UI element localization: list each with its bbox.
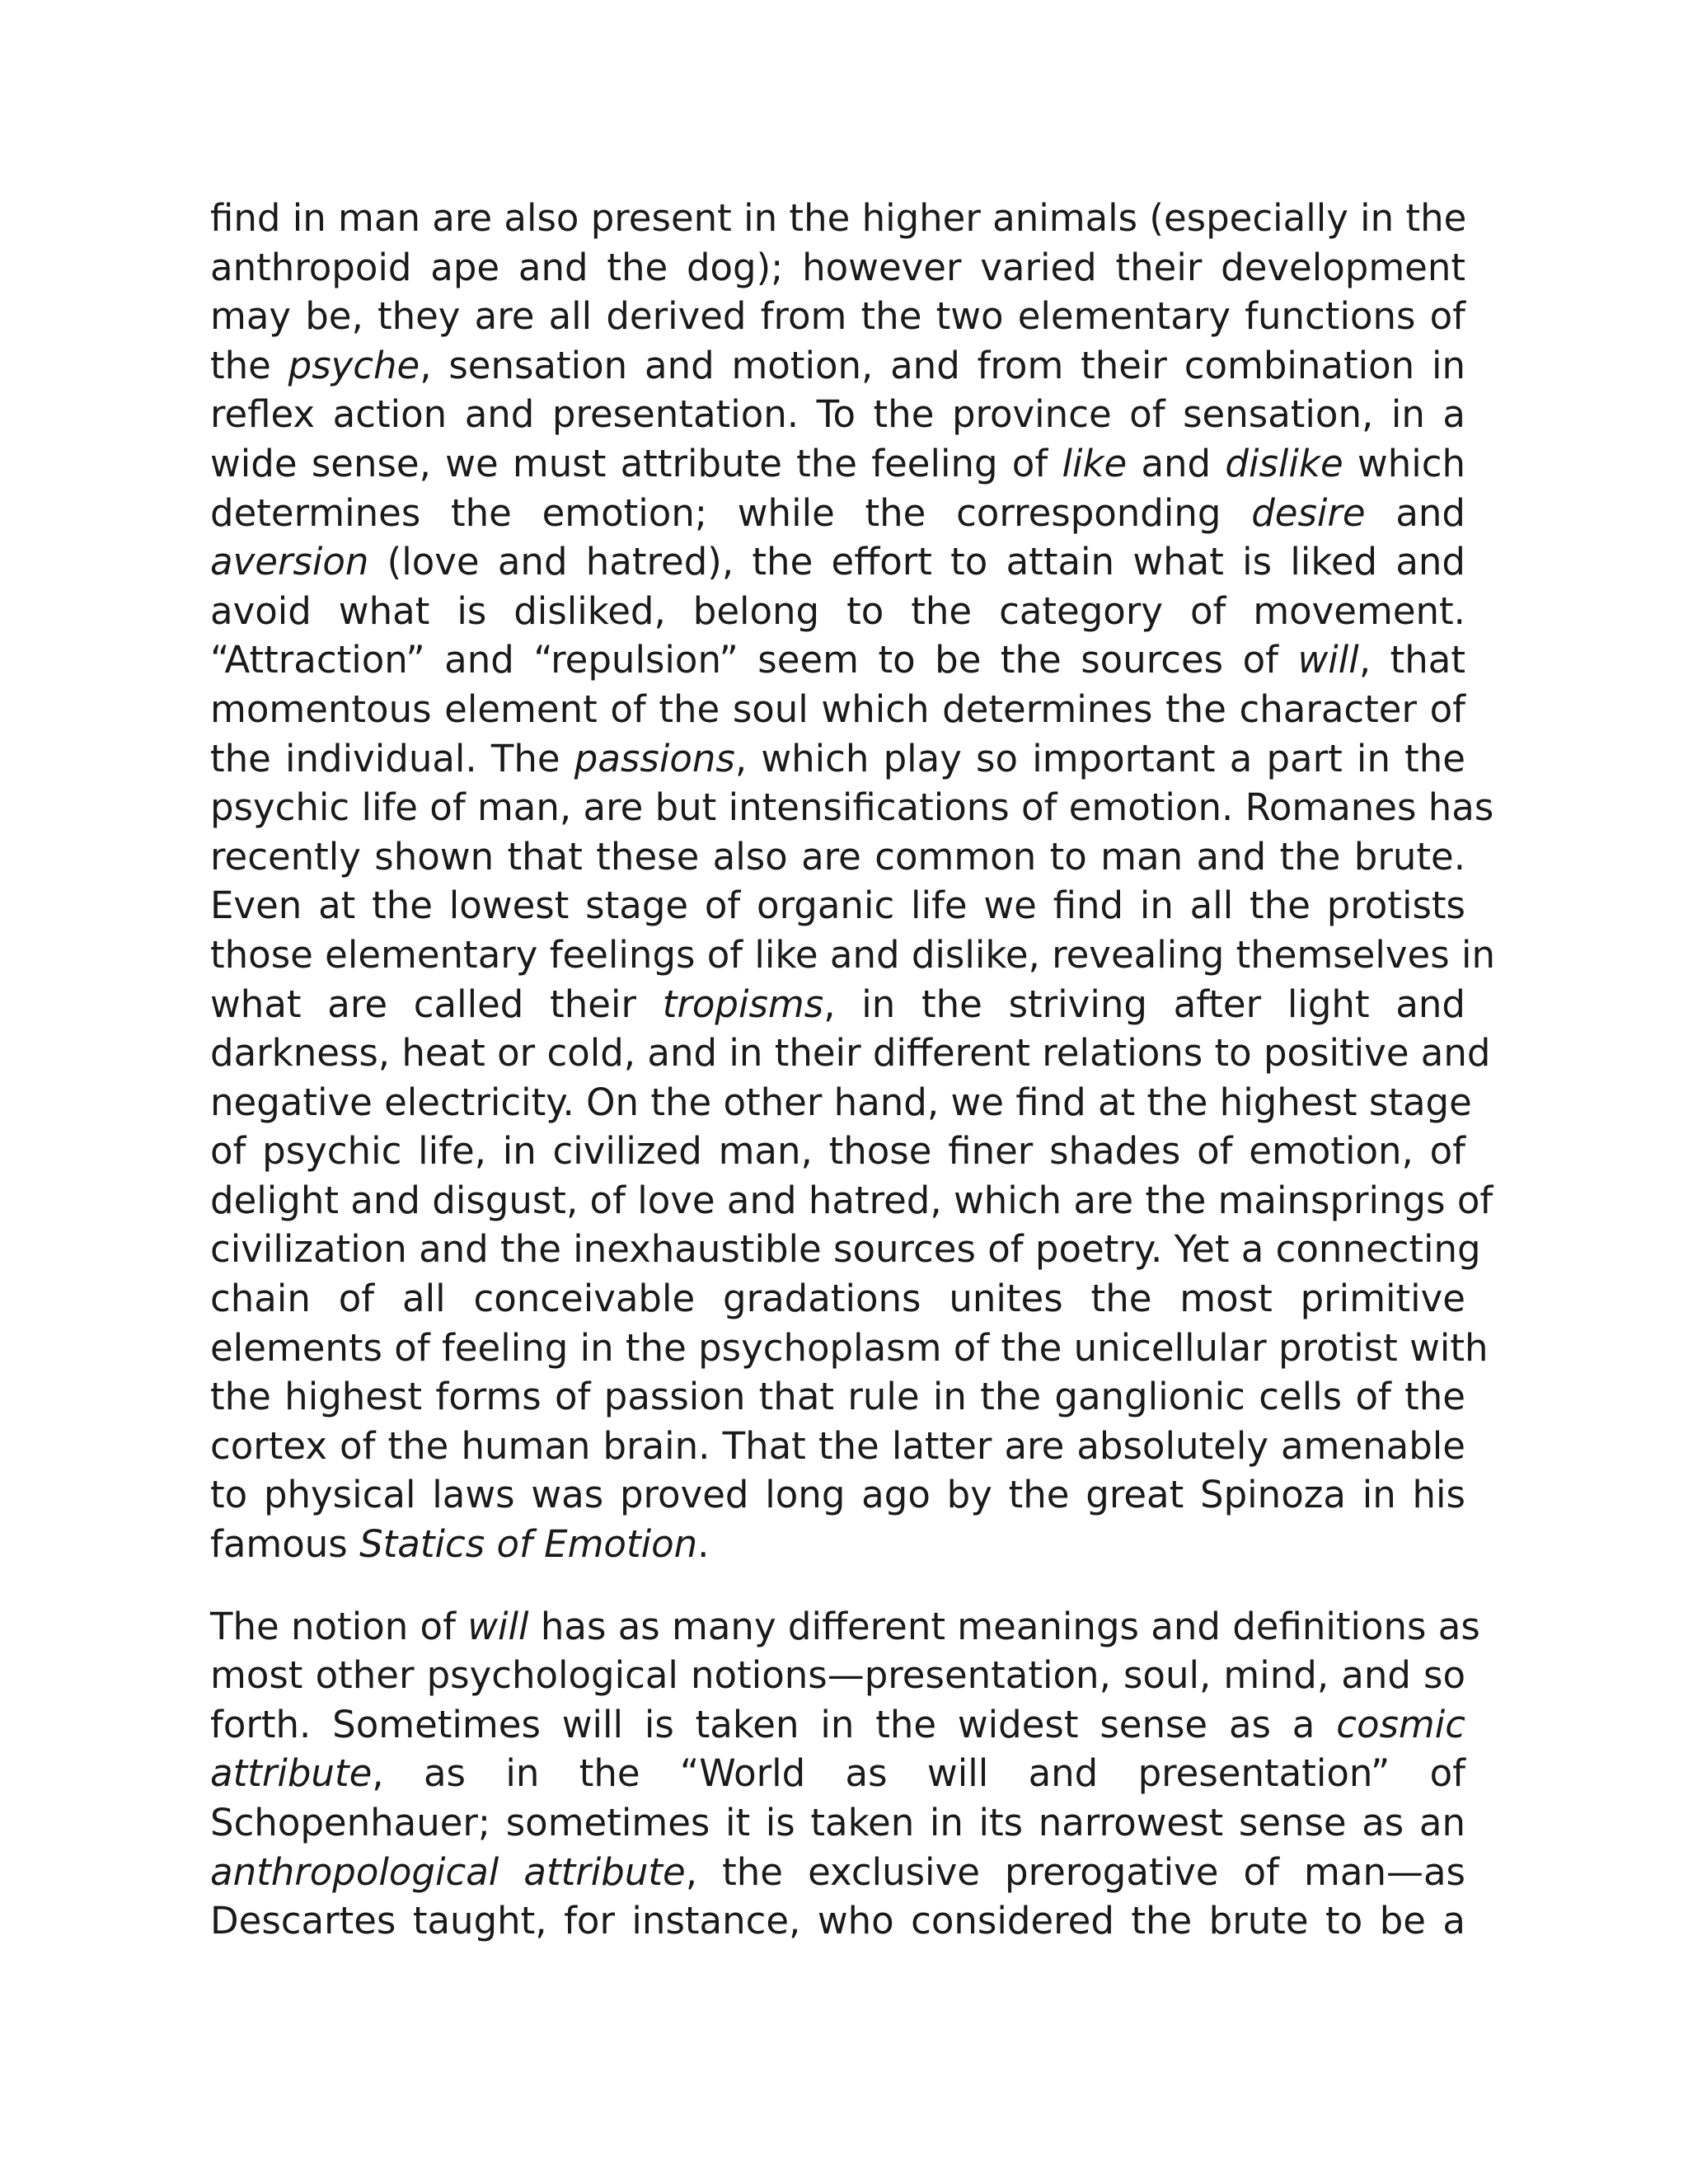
- italic-text: psyche: [288, 343, 420, 387]
- text-line: [210, 930, 1496, 980]
- text-run: civilization and the inexhaustible sources of poetry. Yet a connecting: [210, 1227, 1481, 1272]
- text-line: [210, 587, 1465, 636]
- italic-text: will: [1297, 638, 1359, 682]
- text-run: and: [1127, 441, 1226, 485]
- italic-text: will: [467, 1604, 529, 1648]
- text-line: [210, 1127, 1465, 1176]
- text-run: the individual. The: [210, 736, 574, 780]
- text-line: [210, 243, 1465, 293]
- text-line: [210, 1078, 1472, 1127]
- text-run: the highest forms of passion that rule in the ganglionic cells of the: [210, 1375, 1465, 1419]
- text-run: .: [697, 1522, 710, 1567]
- text-run: delight and disgust, of love and hatred, which are the mainsprings of: [210, 1178, 1493, 1222]
- text-run: avoid what is disliked, belong to the category of movement.: [210, 588, 1465, 633]
- text-line: [210, 1029, 1491, 1078]
- text-run: Even at the lowest stage of organic life we find in all the protists: [210, 883, 1465, 928]
- text-line: [210, 489, 1465, 538]
- text-line: [210, 783, 1494, 832]
- text-line: [210, 1176, 1493, 1226]
- italic-text: desire: [1251, 490, 1366, 535]
- text-run: may be, they are all derived from the two elementary functions of: [210, 294, 1465, 339]
- text-run: The notion of: [210, 1604, 468, 1648]
- text-run: forth. Sometimes will is taken in the widest sense as a: [210, 1702, 1337, 1746]
- text-line: [210, 194, 1465, 243]
- text-line: [210, 1274, 1465, 1324]
- text-line: [210, 1700, 1465, 1750]
- text-line: [210, 439, 1465, 489]
- text-line: [210, 537, 1465, 587]
- text-run: cortex of the human brain. That the latter are absolutely amenable: [210, 1423, 1465, 1468]
- paragraph-1: [210, 194, 1496, 1569]
- text-run: , which play so important a part in the: [734, 736, 1465, 780]
- italic-text: anthropological attribute: [210, 1849, 686, 1894]
- text-line: [210, 1324, 1489, 1373]
- paragraph-2: [210, 1602, 1480, 1946]
- text-run: determines the emotion; while the corresponding: [210, 490, 1252, 535]
- text-run: and: [1365, 490, 1465, 535]
- text-line: [210, 1651, 1465, 1700]
- text-run: to physical laws was proved long ago by the great Spinoza in his: [210, 1473, 1465, 1517]
- text-run: , in the striving after light and: [823, 982, 1465, 1026]
- italic-text: tropisms: [662, 982, 824, 1026]
- text-run: famous: [210, 1522, 360, 1567]
- text-run: psychic life of man, are but intensifications of emotion. Romanes has: [210, 785, 1494, 830]
- text-line: [210, 881, 1465, 930]
- text-line: [210, 390, 1465, 439]
- text-run: “Attraction” and “repulsion” seem to be the sources of: [210, 638, 1298, 682]
- text-line: [210, 1749, 1465, 1798]
- text-run: most other psychological notions—presentation, soul, mind, and so: [210, 1653, 1465, 1698]
- text-run: find in man are also present in the higher animals (especially in the: [210, 196, 1467, 240]
- text-run: Schopenhauer; sometimes it is taken in its narrowest sense as an: [210, 1801, 1465, 1844]
- text-run: those elementary feelings of like and dislike, revealing themselves in: [210, 932, 1496, 977]
- text-run: , the exclusive prerogative of man—as: [685, 1849, 1465, 1894]
- text-run: , sensation and motion, and from their combination in: [420, 343, 1465, 387]
- text-run: reflex action and presentation. To the province of sensation, in a: [210, 392, 1465, 437]
- text-line: [210, 341, 1465, 391]
- text-run: the: [210, 343, 288, 387]
- text-line: [210, 1225, 1481, 1274]
- text-run: Descartes taught, for instance, who considered the brute to be a: [210, 1899, 1465, 1943]
- text-run: , as in the “World as will and presentation” of: [372, 1751, 1465, 1796]
- italic-text: cosmic: [1336, 1702, 1465, 1746]
- text-line: [210, 1372, 1465, 1422]
- text-run: what are called their: [210, 982, 663, 1026]
- text-run: anthropoid ape and the dog); however varied their development: [210, 245, 1465, 289]
- italic-text: attribute: [210, 1751, 373, 1796]
- text-run: chain of all conceivable gradations unites the most primitive: [210, 1277, 1465, 1321]
- text-run: recently shown that these also are common to man and the brute.: [210, 834, 1465, 879]
- text-line: [210, 635, 1465, 685]
- text-run: darkness, heat or cold, and in their different relations to positive and: [210, 1031, 1491, 1076]
- text-line: [210, 1848, 1465, 1897]
- text-run: wide sense, we must attribute the feeling of: [210, 441, 1062, 485]
- page-body: [210, 194, 1496, 1946]
- text-line: [210, 292, 1465, 341]
- text-line: [210, 1602, 1480, 1652]
- italic-text: passions: [574, 736, 735, 780]
- italic-text: aversion: [210, 540, 369, 584]
- text-line: [210, 685, 1465, 734]
- text-line: [210, 1520, 1465, 1569]
- text-run: , that: [1358, 638, 1466, 682]
- text-line: [210, 734, 1465, 784]
- text-run: (love and hatred), the effort to attain what is liked and: [368, 540, 1465, 584]
- text-line: [210, 1470, 1465, 1520]
- italic-text: dislike: [1225, 441, 1343, 485]
- text-run: of psychic life, in civilized man, those finer shades of emotion, of: [210, 1129, 1465, 1174]
- italic-text: like: [1062, 441, 1128, 485]
- text-line: [210, 1798, 1465, 1848]
- text-run: which: [1343, 441, 1465, 485]
- text-run: negative electricity. On the other hand, we find at the highest stage: [210, 1080, 1472, 1124]
- text-run: momentous element of the soul which determines the character of: [210, 687, 1465, 731]
- text-run: elements of feeling in the psychoplasm of the unicellular protist with: [210, 1325, 1489, 1370]
- text-line: [210, 1422, 1465, 1471]
- italic-text: Statics of Emotion: [359, 1522, 698, 1567]
- text-line: [210, 1896, 1465, 1946]
- text-run: has as many different meanings and definitions as: [528, 1604, 1480, 1648]
- text-line: [210, 832, 1465, 882]
- text-line: [210, 980, 1465, 1029]
